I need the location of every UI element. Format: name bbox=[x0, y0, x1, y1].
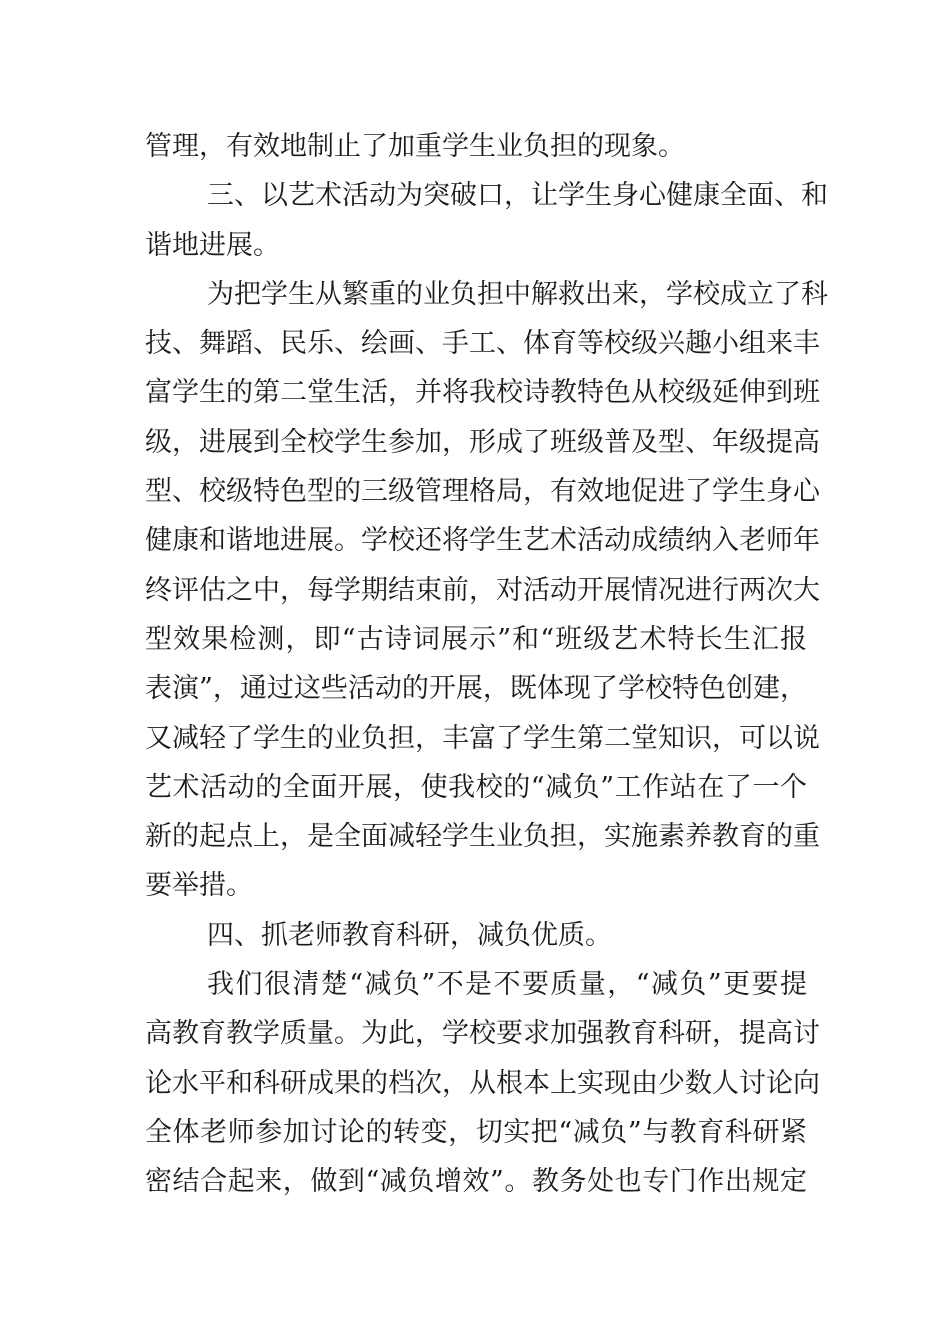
text-line: 为把学生从繁重的业负担中解救出来，学校成立了科 bbox=[207, 278, 828, 310]
text-line: 又减轻了学生的业负担，丰富了学生第二堂知识，可以说 bbox=[145, 722, 820, 754]
text-line: 我们很清楚“减负”不是不要质量，“减负”更要提 bbox=[207, 969, 807, 1001]
text-line: 终评估之中，每学期结束前，对活动开展情况进行两次大 bbox=[145, 574, 820, 606]
text-line: 新的起点上，是全面减轻学生业负担，实施素养教育的重 bbox=[145, 821, 820, 853]
text-line: 技、舞蹈、民乐、绘画、手工、体育等校级兴趣小组来丰 bbox=[145, 328, 820, 360]
text-line: 三、以艺术活动为突破口，让学生身心健康全面、和 bbox=[207, 180, 828, 212]
text-line: 艺术活动的全面开展，使我校的“减负”工作站在了一个 bbox=[145, 771, 807, 803]
text-line: 表演”，通过这些活动的开展，既体现了学校特色创建， bbox=[145, 673, 807, 705]
text-line: 级，进展到全校学生参加，形成了班级普及型、年级提高 bbox=[145, 426, 820, 458]
text-line: 密结合起来，做到“减负增效”。教务处也专门作出规定 bbox=[145, 1166, 807, 1198]
text-line: 要举措。 bbox=[145, 870, 253, 902]
text-line: 健康和谐地进展。学校还将学生艺术活动成绩纳入老师年 bbox=[145, 525, 820, 557]
text-line: 全体老师参加讨论的转变，切实把“减负”与教育科研紧 bbox=[145, 1116, 807, 1148]
text-line: 四、抓老师教育科研，减负优质。 bbox=[207, 919, 612, 951]
body-text bbox=[145, 122, 828, 1207]
text-line: 型效果检测，即“古诗词展示”和“班级艺术特长生汇报 bbox=[145, 623, 807, 655]
text-line: 型、校级特色型的三级管理格局，有效地促进了学生身心 bbox=[145, 476, 820, 508]
text-line: 富学生的第二堂生活，并将我校诗教特色从校级延伸到班 bbox=[145, 377, 820, 409]
text-line: 管理，有效地制止了加重学生业负担的现象。 bbox=[145, 131, 685, 162]
text-line: 高教育教学质量。为此，学校要求加强教育科研，提高讨 bbox=[145, 1018, 820, 1050]
text-line: 谐地进展。 bbox=[145, 229, 280, 261]
text-line: 论水平和科研成果的档次，从根本上实现由少数人讨论向 bbox=[145, 1067, 820, 1099]
